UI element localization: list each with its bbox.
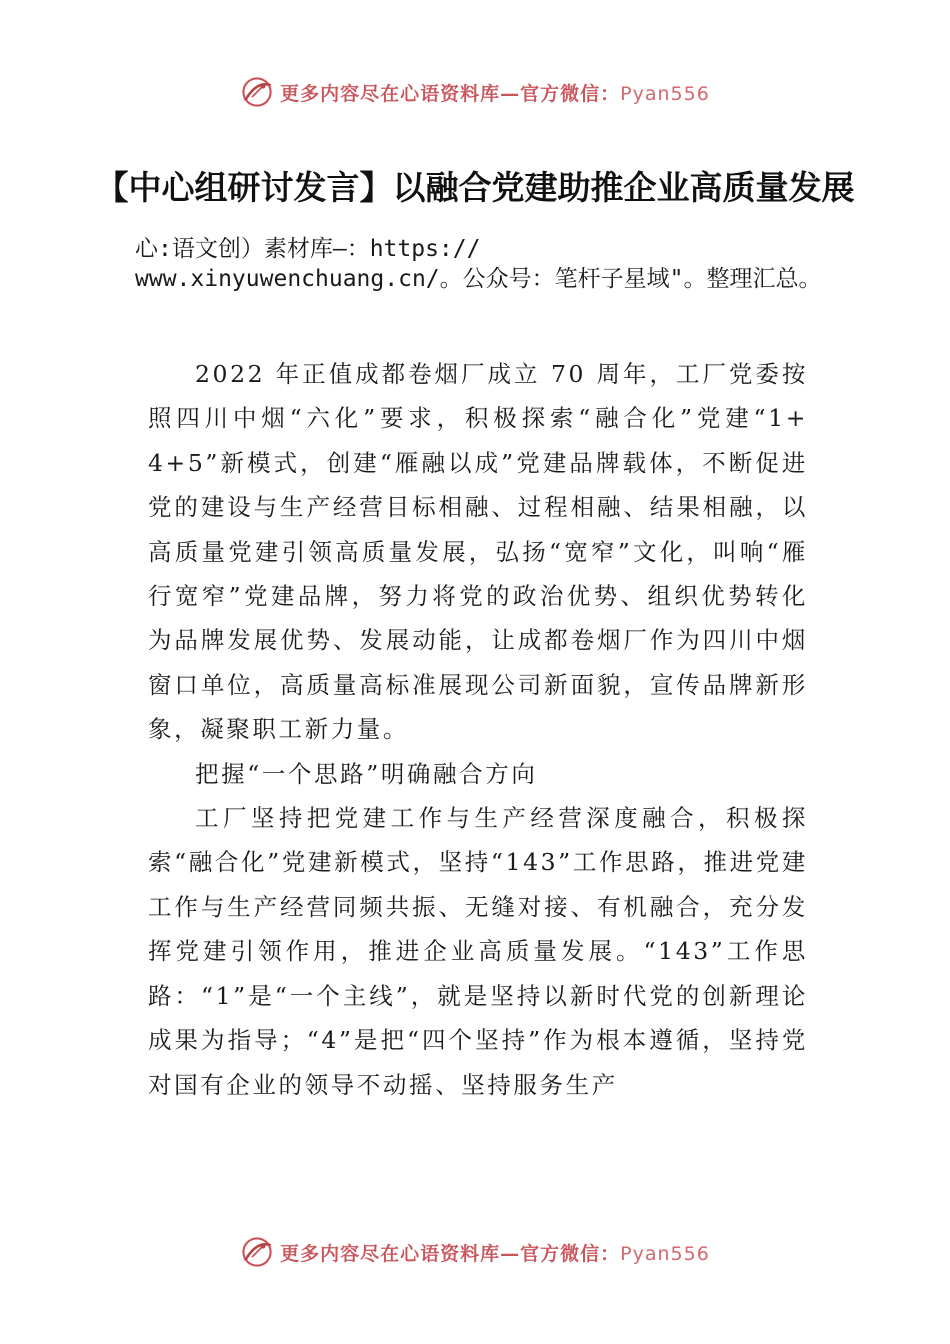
logo-icon <box>240 1235 274 1269</box>
footer-banner <box>0 1232 950 1272</box>
paragraph: 工厂坚持把党建工作与生产经营深度融合，积极探索“融合化”党建新模式，坚持“143”工作思路，推进党建工作与生产经营同频共振、无缝对接、有机融合，充分发挥党建引领作用，推进企业高质量发展。“143”工作思路：“1”是“一个主线”，就是坚持以新时代党的创新理论成果为指导；“4”是把“四个坚持”作为根本遵循，坚持党对国有企业的领导不动摇、坚持服务生产 <box>148 804 808 1099</box>
document-title: 【中心组研讨发言】以融合党建助推企业高质量发展 <box>95 168 855 207</box>
wechat-id: Pyan556 <box>620 82 710 105</box>
document-body <box>148 352 808 1107</box>
logo-icon <box>240 75 274 109</box>
banner-text: 更多内容尽在心语资料库—官方微信：Pyan556 <box>280 82 710 105</box>
source-line: 心:语文创）素材库—：https:// www.xinyuwenchuang.cn/。公众号：笔杆子星域"。整理汇总。 <box>135 236 822 292</box>
section-heading: 把握“一个思路”明确融合方向 <box>195 759 538 788</box>
header-banner <box>0 72 950 112</box>
wechat-id: Pyan556 <box>620 1242 710 1265</box>
paragraph: 2022 年正值成都卷烟厂成立 70 周年，工厂党委按照四川中烟“六化”要求，积极探索“融合化”党建“1+ 4+5”新模式，创建“雁融以成”党建品牌载体，不断促进党的建设与生产经营目标相融、过程相融、结果相融，以高质量党建引领高质量发展，弘扬“宽窄”文化，叫响“雁行宽窄”党建品牌，努力将党的政治优势、组织优势转化为品牌发展优势、发展动能，让成都卷烟厂作为四川中烟窗口单位，高质量高标准展现公司新面貌，宣传品牌新形象，凝聚职工新力量。 <box>148 360 808 744</box>
banner-text: 更多内容尽在心语资料库—官方微信：Pyan556 <box>280 1242 710 1265</box>
